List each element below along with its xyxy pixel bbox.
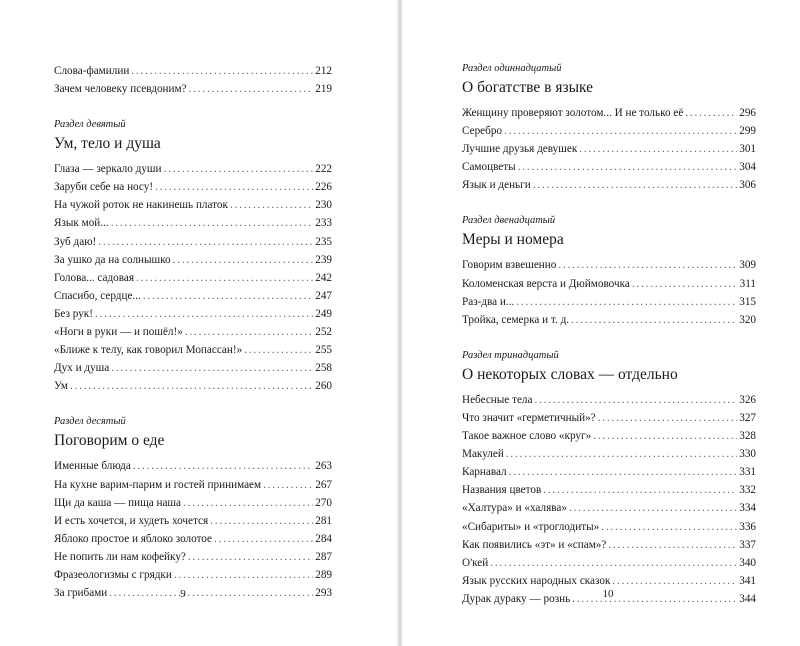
dot-leader — [593, 427, 737, 445]
toc-entry — [54, 160, 332, 178]
entry-page-number: 235 — [315, 235, 332, 248]
dot-leader — [174, 566, 313, 584]
dot-leader — [230, 196, 313, 214]
entry-page-number: 258 — [315, 362, 332, 375]
toc-entry — [462, 445, 756, 463]
section-title: Ум, тело и душа — [54, 135, 161, 153]
dot-leader — [173, 251, 314, 269]
entry-page-number: 309 — [739, 259, 756, 272]
section-entries — [54, 457, 332, 602]
dot-leader — [571, 311, 737, 329]
section-title: О богатстве в языке — [462, 79, 594, 96]
section-label: Раздел девятый — [54, 119, 126, 131]
entry-page-number: 255 — [315, 344, 332, 357]
toc-entry — [54, 323, 332, 341]
dot-leader — [504, 122, 737, 140]
section-label: Раздел одиннадцатый — [462, 63, 562, 74]
toc-section — [54, 415, 332, 602]
entry-page-number: 341 — [739, 574, 756, 587]
toc-entry — [462, 463, 756, 481]
toc-section — [462, 214, 756, 328]
entry-page-number: 334 — [739, 502, 756, 515]
dot-leader — [516, 293, 737, 311]
entry-title: Карнавал — [462, 466, 507, 479]
dot-leader — [598, 409, 738, 427]
entry-title: Серебро — [462, 125, 503, 138]
entry-title: «Сибариты» и «троглодиты» — [462, 520, 600, 533]
entry-page-number: 332 — [739, 484, 756, 497]
entry-page-number: 230 — [315, 199, 332, 212]
dot-leader — [70, 377, 313, 395]
toc-entry — [54, 305, 332, 323]
entry-title: Не попить ли нам кофейку? — [54, 550, 186, 563]
entry-page-number: 299 — [739, 125, 756, 138]
entry-title: Зачем человеку псевдоним? — [54, 83, 187, 96]
entry-title: Как появились «эт» и «спам»? — [462, 538, 607, 551]
entry-page-number: 304 — [739, 161, 756, 174]
toc-entry — [54, 377, 332, 395]
section-entries — [462, 256, 756, 328]
toc-entry — [54, 233, 332, 251]
entry-title: Говорим взвешенно — [462, 259, 557, 272]
entry-title: Именные блюда — [54, 460, 131, 473]
top-entries — [54, 62, 332, 98]
entry-title: Яблоко простое и яблоко золотое — [54, 532, 213, 545]
entry-title: Такое важное слово «круг» — [462, 430, 592, 443]
right-toc-column — [462, 62, 756, 608]
toc-entry — [54, 62, 332, 80]
section-entries — [462, 391, 756, 608]
toc-entry — [462, 536, 756, 554]
left-page — [0, 0, 398, 646]
toc-entry — [54, 566, 332, 584]
dot-leader — [189, 80, 314, 98]
entry-title: Щи да каша — пища наша — [54, 496, 182, 509]
entry-page-number: 340 — [739, 556, 756, 569]
toc-entry — [54, 548, 332, 566]
entry-page-number: 219 — [315, 83, 332, 96]
entry-page-number: 306 — [739, 179, 756, 192]
entry-page-number: 315 — [739, 295, 756, 308]
entry-page-number: 344 — [739, 592, 756, 605]
entry-title: Тройка, семерка и т. д. — [462, 313, 570, 326]
toc-entry — [54, 287, 332, 305]
toc-entry — [462, 518, 756, 536]
dot-leader — [133, 457, 313, 475]
toc-entry — [462, 104, 756, 122]
entry-title: Раз-два и... — [462, 295, 515, 308]
entry-title: Дух и душа — [54, 362, 110, 375]
entry-title: Голова... садовая — [54, 271, 134, 284]
dot-leader — [95, 305, 313, 323]
dot-leader — [136, 269, 313, 287]
dot-leader — [632, 275, 738, 293]
entry-title: «Ближе к телу, как говорил Мопассан!» — [54, 344, 243, 357]
entry-page-number: 270 — [315, 496, 332, 509]
dot-leader — [509, 463, 738, 481]
entry-title: За ушко да на солнышко — [54, 253, 171, 266]
section-label: Раздел десятый — [54, 416, 126, 428]
page-number: 10 — [602, 588, 614, 600]
entry-title: О'кей — [462, 556, 489, 569]
dot-leader — [183, 494, 313, 512]
dot-leader — [109, 584, 313, 602]
toc-section — [462, 349, 756, 608]
toc-entry — [462, 311, 756, 329]
entry-title: Глаза — зеркало души — [54, 163, 162, 176]
entry-title: Коломенская верста и Дюймовочка — [462, 277, 630, 290]
dot-leader — [210, 512, 313, 530]
entry-page-number: 242 — [315, 271, 332, 284]
entry-title: Ум — [54, 380, 69, 393]
entry-title: Зуб даю! — [54, 235, 97, 248]
entry-page-number: 263 — [315, 460, 332, 473]
entry-page-number: 336 — [739, 520, 756, 533]
section-title: Поговорим о еде — [54, 432, 165, 450]
entry-page-number: 330 — [739, 448, 756, 461]
toc-entry — [54, 476, 332, 494]
entry-page-number: 252 — [315, 326, 332, 339]
toc-entry — [462, 554, 756, 572]
toc-entry — [462, 293, 756, 311]
toc-entry — [462, 427, 756, 445]
section-entries — [54, 160, 332, 395]
toc-entry — [54, 512, 332, 530]
entry-title: «Ноги в руки — и пошёл!» — [54, 326, 183, 339]
entry-page-number: 281 — [315, 514, 332, 527]
toc-entry — [54, 341, 332, 359]
dot-leader — [111, 214, 314, 232]
section-label: Раздел двенадцатый — [462, 215, 556, 227]
toc-entry — [54, 269, 332, 287]
dot-leader — [608, 536, 737, 554]
dot-leader — [558, 256, 737, 274]
entry-page-number: 239 — [315, 253, 332, 266]
toc-entry — [54, 196, 332, 214]
dot-leader — [164, 160, 314, 178]
entry-page-number: 249 — [315, 307, 332, 320]
section-title: Меры и номера — [462, 231, 564, 249]
toc-entry — [54, 457, 332, 475]
toc-entry — [54, 251, 332, 269]
entry-page-number: 226 — [315, 181, 332, 194]
entry-page-number: 287 — [315, 550, 332, 563]
entry-page-number: 284 — [315, 532, 332, 545]
dot-leader — [244, 341, 313, 359]
right-page — [402, 0, 800, 646]
toc-entry — [462, 176, 756, 194]
dot-leader — [533, 176, 737, 194]
entry-title: Женщину проверяют золотом... И не только её — [462, 107, 684, 119]
entry-title: Что значит «герметичный»? — [462, 411, 596, 424]
entry-page-number: 311 — [739, 277, 756, 290]
entry-title: Макулей — [462, 448, 504, 461]
entry-page-number: 289 — [315, 568, 332, 581]
entry-title: Лучшие друзья девушек — [462, 143, 578, 156]
dot-leader — [534, 391, 737, 409]
toc-entry — [462, 122, 756, 140]
entry-title: На кухне варим-парим и гостей принимаем — [54, 478, 262, 491]
dot-leader — [490, 554, 737, 572]
entry-title: Спасибо, сердце... — [54, 289, 141, 302]
toc-entry — [462, 275, 756, 293]
section-label: Раздел тринадцатый — [462, 349, 559, 361]
toc-entry — [54, 494, 332, 512]
entry-page-number: 326 — [739, 393, 756, 406]
toc-entry — [462, 391, 756, 409]
dot-leader — [543, 481, 737, 499]
entry-title: Дурак дураку — рознь — [462, 592, 571, 605]
entry-title: И есть хочется, и худеть хочется — [54, 514, 209, 527]
toc-entry — [54, 214, 332, 232]
toc-entry — [462, 409, 756, 427]
dot-leader — [685, 104, 737, 122]
entry-page-number: 222 — [315, 163, 332, 176]
entry-title: Язык и деньги — [462, 179, 531, 192]
dot-leader — [518, 158, 738, 176]
entry-title: Без рук! — [54, 307, 93, 320]
dot-leader — [98, 233, 313, 251]
entry-title: Заруби себе на носу! — [54, 181, 154, 194]
entry-title: Слова-фамилии — [54, 65, 130, 77]
toc-entry — [462, 140, 756, 158]
dot-leader — [263, 476, 313, 494]
entry-page-number: 301 — [739, 143, 756, 156]
entry-page-number: 293 — [315, 587, 332, 600]
entry-page-number: 337 — [739, 538, 756, 551]
entry-title: «Халтура» и «халява» — [462, 502, 567, 515]
entry-title: Фразеологизмы с грядки — [54, 568, 172, 581]
entry-title: За грибами — [54, 587, 108, 600]
dot-leader — [131, 62, 313, 80]
entry-page-number: 327 — [739, 411, 756, 424]
left-toc-column — [54, 62, 332, 602]
entry-title: Самоцветы — [462, 161, 516, 174]
section-entries — [462, 104, 756, 194]
entry-page-number: 331 — [739, 466, 756, 479]
toc-entry — [462, 499, 756, 517]
entry-title: Язык русских народных сказок — [462, 574, 611, 587]
toc-entry — [462, 158, 756, 176]
toc-entry — [54, 359, 332, 377]
entry-page-number: 247 — [315, 289, 332, 302]
entry-page-number: 212 — [315, 65, 332, 77]
entry-page-number: 267 — [315, 478, 332, 491]
entry-title: Небесные тела — [462, 393, 533, 406]
dot-leader — [579, 140, 737, 158]
dot-leader — [188, 548, 313, 566]
toc-entry — [54, 80, 332, 98]
dot-leader — [155, 178, 313, 196]
entry-page-number: 233 — [315, 217, 332, 230]
entry-title: На чужой роток не накинешь платок — [54, 199, 228, 212]
entry-page-number: 260 — [315, 380, 332, 393]
dot-leader — [569, 499, 737, 517]
page-number: 9 — [180, 588, 186, 600]
entry-page-number: 328 — [739, 430, 756, 443]
dot-leader — [214, 530, 313, 548]
dot-leader — [143, 287, 313, 305]
dot-leader — [185, 323, 313, 341]
entry-page-number: 296 — [739, 107, 756, 119]
toc-entry — [54, 178, 332, 196]
entry-title: Язык мой... — [54, 217, 109, 230]
entry-page-number: 320 — [739, 313, 756, 326]
dot-leader — [612, 572, 737, 590]
toc-entry — [54, 530, 332, 548]
section-title: О некоторых словах — отдельно — [462, 365, 678, 383]
entry-title: Названия цветов — [462, 484, 542, 497]
toc-section — [54, 118, 332, 395]
toc-section — [462, 62, 756, 194]
dot-leader — [506, 445, 737, 463]
dot-leader — [111, 359, 313, 377]
toc-entry — [462, 481, 756, 499]
dot-leader — [601, 518, 737, 536]
toc-entry — [462, 256, 756, 274]
